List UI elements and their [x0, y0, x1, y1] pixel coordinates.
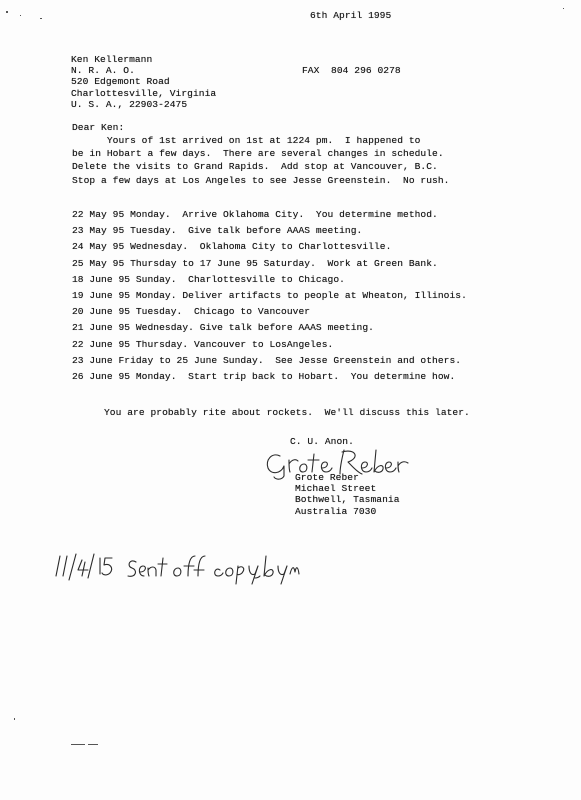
- scan-speck: [14, 718, 15, 720]
- body-line: Stop a few days at Los Angeles to see Jesse Greenstein. No rush.: [72, 174, 450, 186]
- itinerary-item: 22 May 95 Monday. Arrive Oklahoma City. You determine method.: [72, 209, 438, 220]
- body-line: Yours of 1st arrived on 1st at 1224 pm. I happened to: [72, 135, 421, 146]
- sender-line: Australia 7030: [295, 505, 377, 517]
- itinerary-item: 20 June 95 Tuesday. Chicago to Vancouver: [72, 306, 311, 318]
- itinerary-item: 21 June 95 Wednesday. Give talk before AAAS meeting.: [72, 322, 374, 334]
- letter-date: 6th April 1995: [310, 10, 392, 21]
- salutation: Dear Ken:: [72, 122, 125, 133]
- body-paragraph: [72, 134, 449, 187]
- itinerary-item: 24 May 95 Wednesday. Oklahoma City to Charlottesville.: [72, 241, 392, 253]
- sender-address: [295, 472, 400, 517]
- scan-dash: [88, 744, 98, 745]
- itinerary-list: [72, 207, 467, 385]
- itinerary-item: 22 June 95 Thursday. Vancouver to LosAngeles.: [72, 338, 334, 350]
- scan-speck: [6, 11, 8, 13]
- recipient-line: 520 Edgemont Road: [71, 76, 170, 88]
- scan-speck: [563, 8, 564, 9]
- sender-line: Michael Street: [295, 483, 377, 495]
- itinerary-item: 23 June Friday to 25 June Sunday. See Jesse Greenstein and others.: [72, 354, 462, 366]
- handwritten-note: [52, 548, 302, 588]
- scan-dash: [71, 744, 85, 745]
- itinerary-item: 23 May 95 Tuesday. Give talk before AAAS meeting.: [72, 225, 363, 237]
- recipient-line: Charlottesville, Virginia: [71, 87, 217, 99]
- itinerary-item: 26 June 95 Monday. Start trip back to Hobart. You determine how.: [72, 371, 456, 383]
- scan-speck: [20, 15, 21, 16]
- itinerary-item: 18 June 95 Sunday. Charlottesville to Chicago.: [72, 273, 345, 285]
- sender-line: Grote Reber: [295, 472, 359, 483]
- recipient-line: N. R. A. O.: [71, 65, 135, 77]
- closing-line: You are probably rite about rockets. We'll discuss this later.: [104, 407, 470, 418]
- recipient-line: U. S. A., 22903-2475: [71, 98, 188, 110]
- fax-number: FAX 804 296 0278: [302, 65, 401, 76]
- body-line: be in Hobart a few days. There are several changes in schedule.: [72, 148, 444, 160]
- itinerary-item: 25 May 95 Thursday to 17 June 95 Saturday. Work at Green Bank.: [72, 257, 438, 269]
- sender-line: Bothwell, Tasmania: [295, 494, 400, 506]
- body-line: Delete the visits to Grand Rapids. Add stop at Vancouver, B.C.: [72, 161, 438, 173]
- scan-speck: [40, 18, 42, 19]
- signoff: C. U. Anon.: [290, 436, 354, 447]
- itinerary-item: 19 June 95 Monday. Deliver artifacts to people at Wheaton, Illinois.: [72, 290, 467, 302]
- recipient-address: [71, 54, 216, 110]
- recipient-line: Ken Kellermann: [71, 54, 153, 65]
